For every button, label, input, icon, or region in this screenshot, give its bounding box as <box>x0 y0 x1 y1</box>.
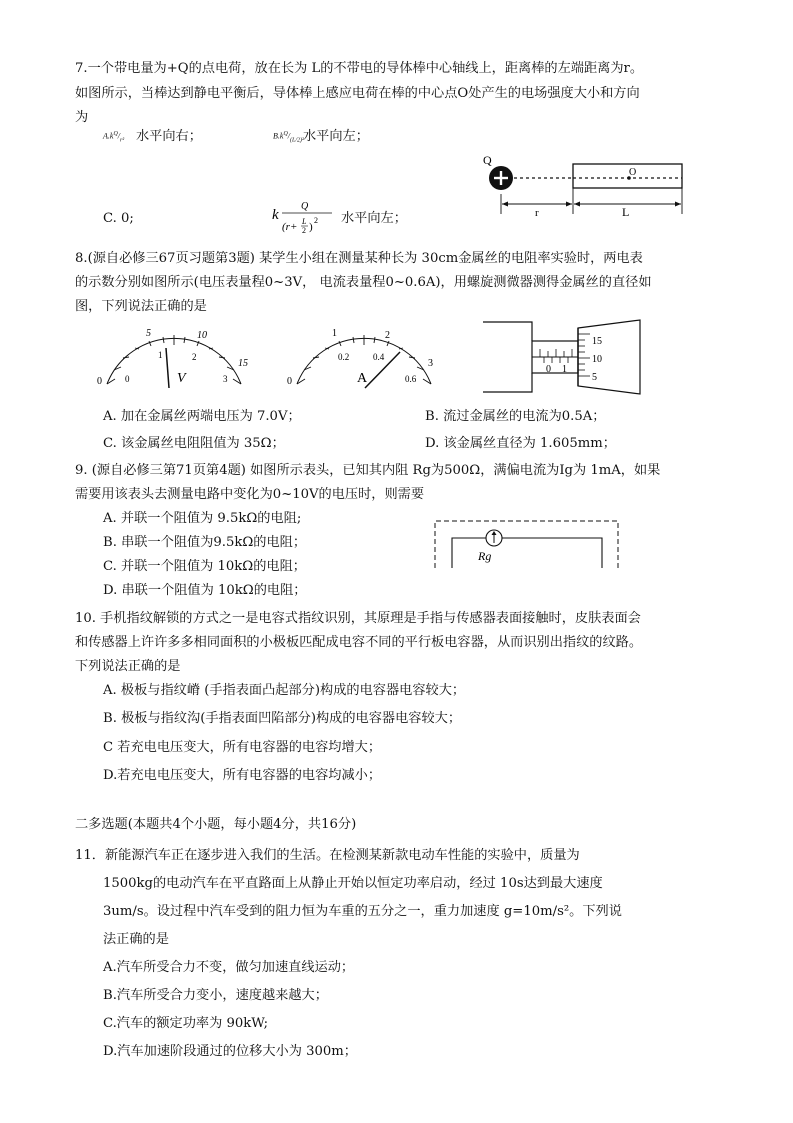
q8-option-a[interactable]: A. 加在金属丝两端电压为 7.0V； <box>103 409 301 424</box>
voltmeter-inner-3: 3 <box>223 374 228 384</box>
q11-stem-line4: 法正确的是 <box>103 932 169 947</box>
ammeter-outer-2: 2 <box>385 330 390 341</box>
voltmeter-needle <box>166 348 169 388</box>
q9-option-b[interactable]: B. 串联一个阻值为9.5kΩ的电阻； <box>103 535 307 550</box>
ammeter-outer-3: 3 <box>428 358 433 369</box>
ammeter-figure <box>285 322 445 392</box>
q7-fig-o-label: O <box>629 167 637 178</box>
q9-stem-line1: 9. (源自必修三第71页第4题) 如图所示表头，已知其内阻 Rg为500Ω，满偏电流为Ig为 1mA，如果 <box>75 463 661 478</box>
q8-stem-line1: 8.(源自必修三67页习题第3题) 某学生小组在测量某种长为 30cm金属丝的电阻率实验时，两电表 <box>75 251 643 266</box>
voltmeter-inner-1: 1 <box>158 350 163 360</box>
q11-option-a[interactable]: A.汽车所受合力不变，做匀加速直线运动； <box>103 960 355 975</box>
q7-option-c[interactable]: C. 0; <box>103 211 134 226</box>
voltmeter-inner-2: 2 <box>192 352 197 362</box>
voltmeter-outer-5: 5 <box>146 328 151 339</box>
ammeter-inner-04: 0.4 <box>373 352 385 362</box>
q7-option-d-text: 水平向左； <box>341 211 407 226</box>
voltmeter-outer-zero: 0 <box>97 376 102 387</box>
q10-option-c[interactable]: C 若充电电压变大，所有电容器的电容均增大； <box>103 740 382 755</box>
q7-stem-line1: 7.一个带电量为+Q的点电荷，放在长为 L的不带电的导体棒中心轴线上，距离棒的左端距离为r。 <box>75 61 644 76</box>
ammeter-outer-zero: 0 <box>287 376 292 387</box>
q10-option-a[interactable]: A. 极板与指纹嵴 (手指表面凸起部分)构成的电容器电容较大； <box>103 683 466 698</box>
q11-stem-line2: 1500kg的电动汽车在平直路面上从静止开始以恒定功率启动，经过 10s达到最大速度 <box>103 876 603 891</box>
q11-stem-line1: 11．新能源汽车正在逐步进入我们的生活。在检测某新款电动车性能的实验中，质量为 <box>75 848 580 863</box>
ammeter-inner-02: 0.2 <box>338 352 350 362</box>
micrometer-thimble-10: 10 <box>592 354 602 365</box>
svg-text:k: k <box>272 207 279 223</box>
voltmeter-inner-0: 0 <box>125 374 130 384</box>
q10-option-b[interactable]: B. 极板与指纹沟(手指表面凹陷部分)构成的电容器电容较大； <box>103 711 462 726</box>
svg-text:2: 2 <box>302 226 306 235</box>
voltmeter-unit: V <box>177 371 186 386</box>
voltmeter-figure <box>95 322 255 392</box>
q10-stem-line3: 下列说法正确的是 <box>75 659 181 674</box>
q8-stem-line2: 的示数分别如图所示(电压表量程0~3V， 电流表量程0~0.6A)，用螺旋测微器测得金属丝的直径如 <box>75 275 652 290</box>
voltmeter-outer-10: 10 <box>197 330 207 341</box>
svg-text:2: 2 <box>314 216 318 225</box>
q9-rg-label: Rg <box>478 549 492 563</box>
ammeter-unit: A <box>357 371 368 386</box>
ammeter-outer-1: 1 <box>332 328 337 339</box>
micrometer-thimble-5: 5 <box>592 372 597 383</box>
micrometer-sleeve-0: 0 <box>546 364 551 375</box>
q8-option-b[interactable]: B. 流过金属丝的电流为0.5A； <box>425 409 606 424</box>
q10-option-d[interactable]: D.若充电电压变大，所有电容器的电容均减小； <box>103 768 382 783</box>
q7-option-a[interactable]: $A.k^Q/_{r^2}$ <box>103 131 125 144</box>
voltmeter-outer-15: 15 <box>238 358 248 369</box>
q7-fig-l-label: L <box>622 205 630 219</box>
q9-option-d[interactable]: D. 串联一个阻值为 10kΩ的电阻； <box>103 583 307 598</box>
micrometer-figure <box>480 316 650 396</box>
q8-option-c[interactable]: C. 该金属丝电阻阻值为 35Ω； <box>103 436 285 451</box>
section-heading-multiple-choice: 二多选题(本题共4个小题，每小题4分，共16分) <box>75 817 357 832</box>
q11-option-b[interactable]: B.汽车所受合力变小，速度越来越大； <box>103 988 328 1003</box>
q10-stem-line1: 10. 手机指纹解锁的方式之一是电容式指纹识别，其原理是手指与传感器表面接触时，皮肤表面会 <box>75 611 641 626</box>
q10-stem-line2: 和传感器上许许多多相同面积的小极板匹配成电容不同的平行板电容器，从而识别出指纹的纹路。 <box>75 635 643 650</box>
q7-option-a-text: 水平向右； <box>136 129 202 144</box>
q8-option-d[interactable]: D. 该金属丝直径为 1.605mm； <box>425 436 616 451</box>
q9-option-c[interactable]: C. 并联一个阻值为 10kΩ的电阻； <box>103 559 306 574</box>
q7-option-b-text: 水平向左； <box>303 129 369 144</box>
q8-stem-line3: 图，下列说法正确的是 <box>75 299 207 314</box>
q7-stem-line3: 为 <box>75 110 89 125</box>
q9-galvanometer-figure <box>432 518 622 570</box>
svg-text:(r+: (r+ <box>282 221 298 233</box>
ammeter-inner-06: 0.6 <box>405 374 417 384</box>
q7-fig-q-label: Q <box>483 153 492 167</box>
q9-option-a[interactable]: A. 并联一个阻值为 9.5kΩ的电阻; <box>103 511 302 526</box>
micrometer-thimble-15: 15 <box>592 336 602 347</box>
svg-text:): ) <box>309 221 313 233</box>
svg-text:Q: Q <box>301 201 309 212</box>
q11-option-c[interactable]: C.汽车的额定功率为 90kW; <box>103 1016 269 1031</box>
q11-stem-line3: 3um/s。设过程中汽车受到的阻力恒为车重的五分之一，重力加速度 g=10m/s²。下列说 <box>103 904 622 919</box>
q7-fig-r-label: r <box>535 207 539 219</box>
conductor-rod <box>573 164 682 188</box>
q7-option-b[interactable]: $B.k^Q/_{(L/2)^2}$ <box>273 131 304 144</box>
svg-text:L: L <box>302 217 307 226</box>
q11-option-d[interactable]: D.汽车加速阶段通过的位移大小为 300m； <box>103 1044 357 1059</box>
micrometer-sleeve-1: 1 <box>562 364 567 375</box>
q7-stem-line2: 如图所示，当棒达到静电平衡后，导体棒上感应电荷在棒的中心点O处产生的电场强度大小和方向 <box>75 86 640 101</box>
q9-stem-line2: 需要用该表头去测量电路中变化为0~10V的电压时，则需要 <box>75 487 425 502</box>
q7-option-d-formula[interactable] <box>270 196 336 236</box>
q7-figure <box>480 150 690 222</box>
